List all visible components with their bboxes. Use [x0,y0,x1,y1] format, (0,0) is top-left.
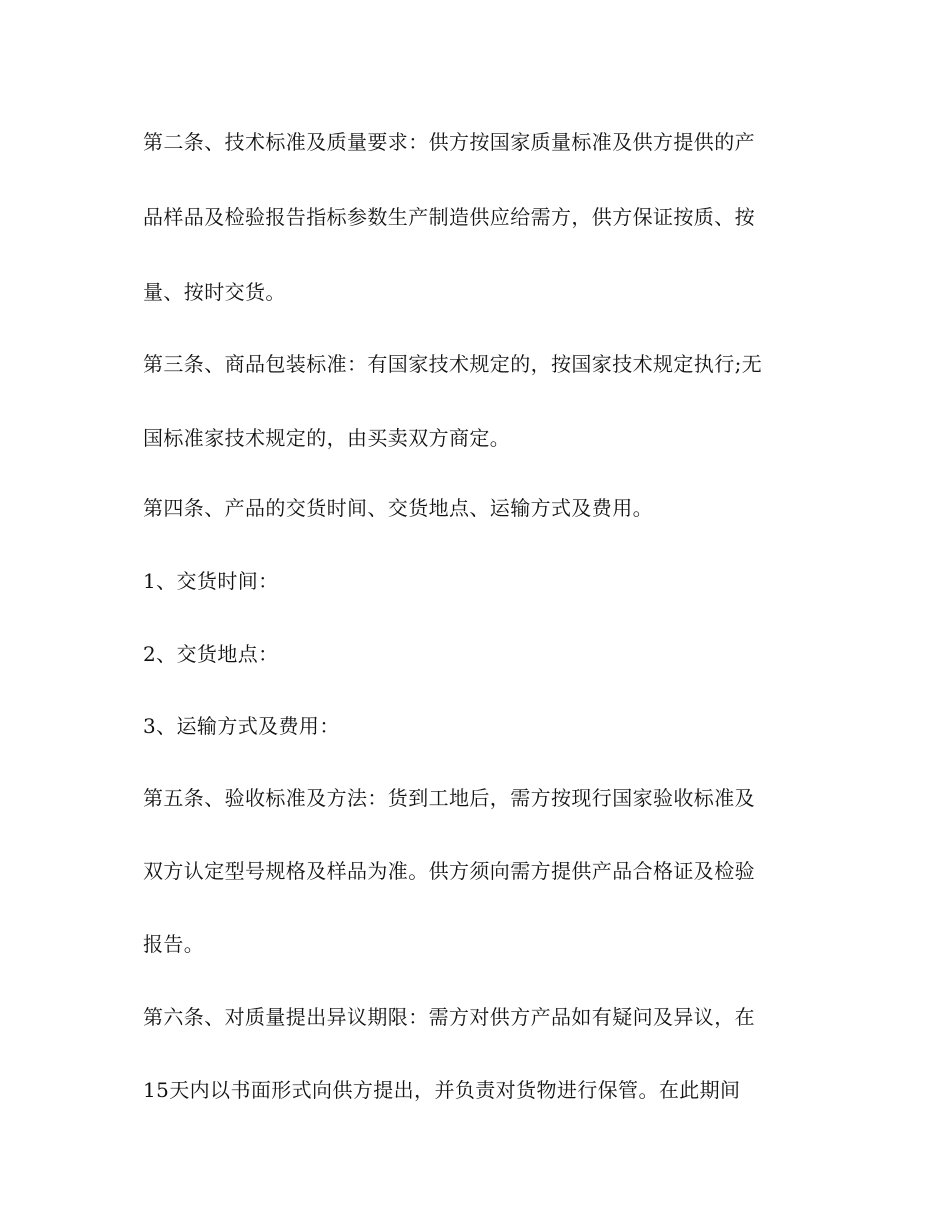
delivery-place-item: 2、交货地点： [143,642,279,666]
clause-3-line-2: 国标准家技术规定的，由买卖双方商定。 [143,426,511,450]
clause-2-line-1: 第二条、技术标准及质量要求：供方按国家质量标准及供方提供的产 [143,130,755,154]
delivery-time-item: 1、交货时间： [143,569,279,593]
clause-6-line-2: 15天内以书面形式向供方提出，并负责对货物进行保管。在此期间 [143,1078,741,1102]
clause-4-heading: 第四条、产品的交货时间、交货地点、运输方式及费用。 [143,496,653,520]
clause-5-line-1: 第五条、验收标准及方法：货到工地后，需方按现行国家验收标准及 [143,786,755,810]
clause-5-line-2: 双方认定型号规格及样品为准。供方须向需方提供产品合格证及检验 [143,859,755,883]
transport-cost-item: 3、运输方式及费用： [143,714,340,738]
clause-5-line-3: 报告。 [143,932,205,956]
clause-2-line-3: 量、按时交货。 [143,280,286,304]
clause-3-line-1: 第三条、商品包装标准：有国家技术规定的，按国家技术规定执行;无 [143,352,763,376]
clause-2-line-2: 品样品及检验报告指标参数生产制造供应给需方，供方保证按质、按 [143,205,755,229]
clause-6-line-1: 第六条、对质量提出异议期限：需方对供方产品如有疑问及异议，在 [143,1005,755,1029]
